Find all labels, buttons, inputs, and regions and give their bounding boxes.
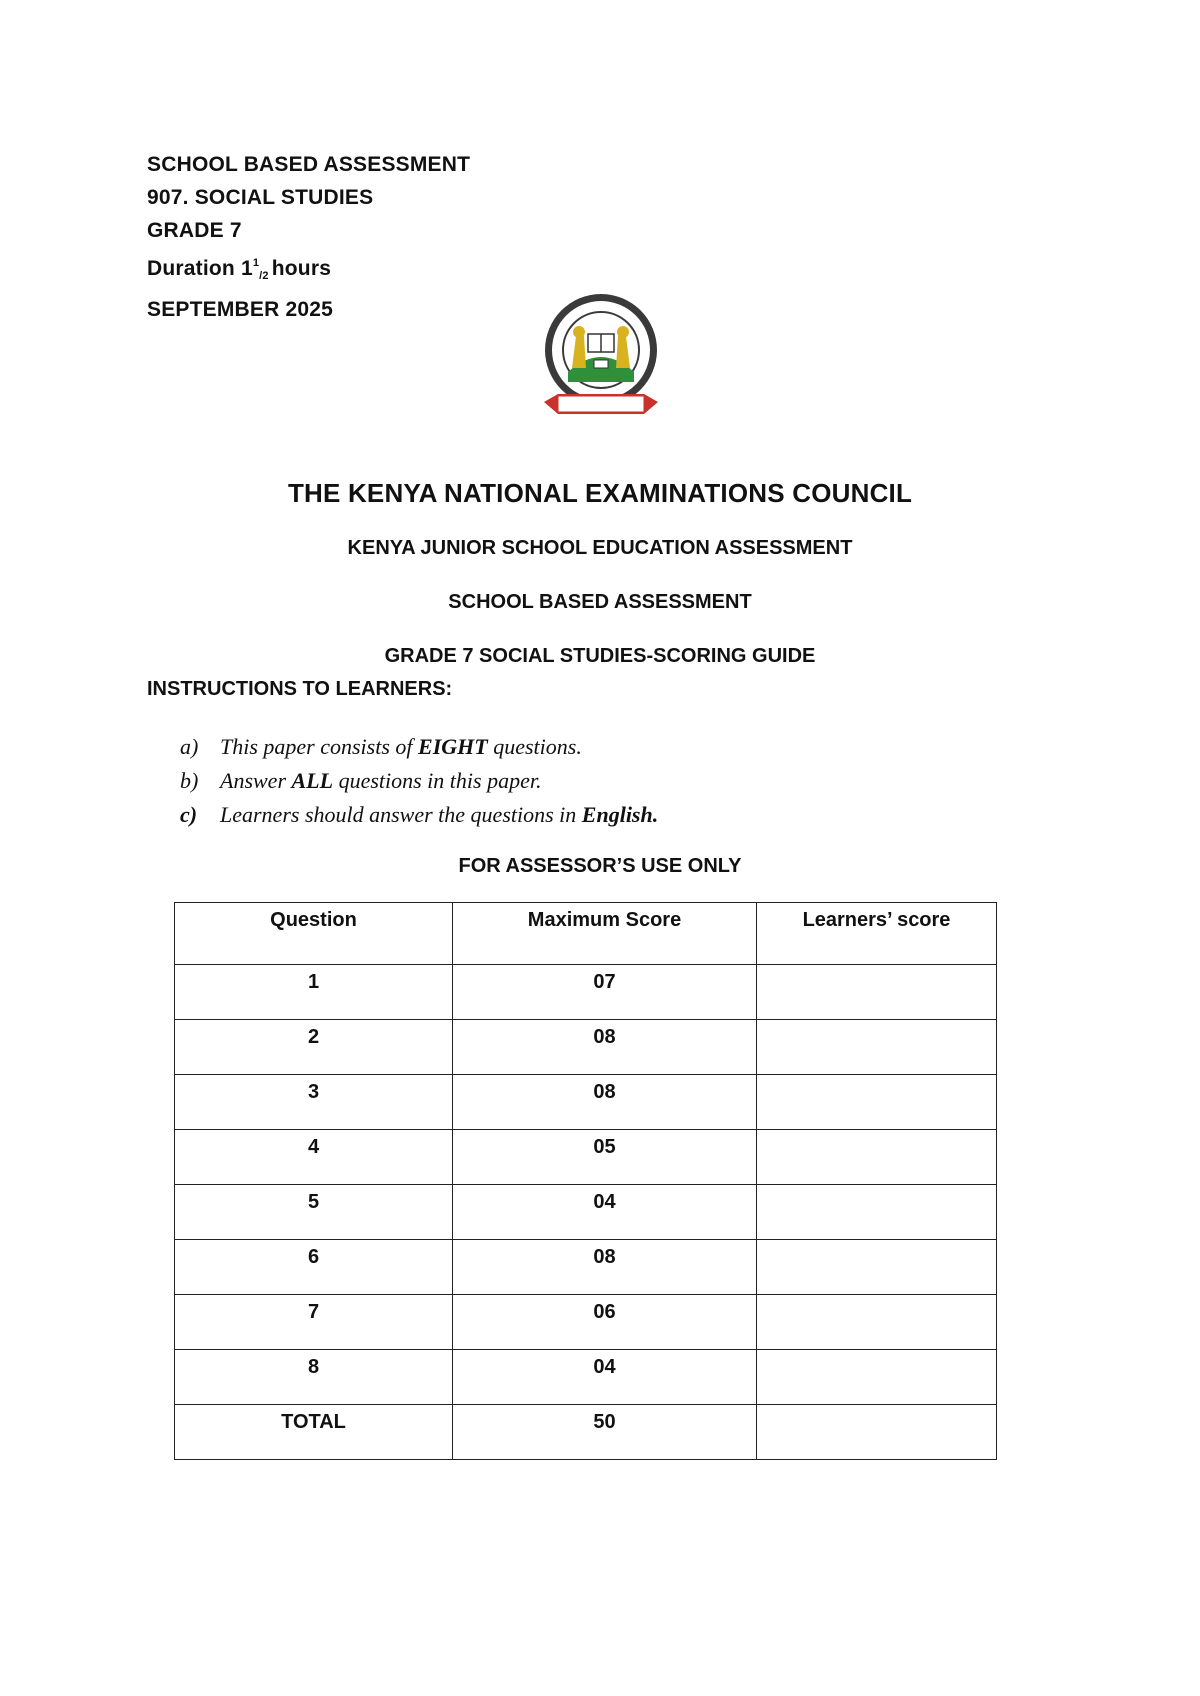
assessor-use-heading: FOR ASSESSOR’S USE ONLY (458, 855, 742, 877)
question-number-cell: 4 (175, 1130, 453, 1185)
maximum-score-cell: 08 (453, 1240, 757, 1295)
duration-label: Duration 1 (147, 257, 253, 280)
column-header-learners-score: Learners’ score (757, 903, 997, 965)
instruction-text: questions in this paper. (333, 768, 542, 793)
total-maximum-cell: 50 (453, 1405, 757, 1460)
table-row (175, 1130, 997, 1185)
duration-denominator: /2 (259, 270, 269, 282)
table-row (175, 1350, 997, 1405)
learners-score-cell[interactable] (757, 1350, 997, 1405)
scoring-guide-title: GRADE 7 SOCIAL STUDIES-SCORING GUIDE (384, 645, 816, 667)
header-line-grade: GRADE 7 (147, 219, 242, 242)
table-row (175, 1240, 997, 1295)
table-row (175, 1075, 997, 1130)
instruction-marker: b) (180, 768, 199, 793)
question-number-cell: 5 (175, 1185, 453, 1240)
table-row (175, 1295, 997, 1350)
instruction-emphasis: EIGHT (418, 734, 488, 759)
instruction-text: questions. (487, 734, 582, 759)
instruction-text: This paper consists of (220, 734, 419, 759)
maximum-score-cell: 05 (453, 1130, 757, 1185)
paper-header (147, 148, 470, 326)
instruction-emphasis: ALL (291, 768, 334, 793)
header-line-subject: 907. SOCIAL STUDIES (147, 186, 374, 209)
table-row (175, 1020, 997, 1075)
maximum-score-cell: 08 (453, 1020, 757, 1075)
question-number-cell: 6 (175, 1240, 453, 1295)
header-line-assessment: SCHOOL BASED ASSESSMENT (147, 153, 471, 176)
question-number-cell: 8 (175, 1350, 453, 1405)
score-table-header-row (175, 903, 997, 965)
maximum-score-cell: 06 (453, 1295, 757, 1350)
question-number-cell: 2 (175, 1020, 453, 1075)
question-number-cell: 3 (175, 1075, 453, 1130)
question-number-cell: 1 (175, 965, 453, 1020)
assessment-title: KENYA JUNIOR SCHOOL EDUCATION ASSESSMENT (347, 537, 853, 559)
column-header-question: Question (175, 903, 453, 965)
total-row (175, 1405, 997, 1460)
instruction-text: Answer (220, 768, 292, 793)
instruction-item (180, 764, 658, 798)
learners-score-cell[interactable] (757, 965, 997, 1020)
maximum-score-cell: 04 (453, 1350, 757, 1405)
duration-numerator: 1 (252, 257, 260, 269)
learners-score-cell[interactable] (757, 1130, 997, 1185)
maximum-score-cell: 04 (453, 1185, 757, 1240)
table-row (175, 965, 997, 1020)
learners-score-cell[interactable] (757, 1020, 997, 1075)
total-label-cell: TOTAL (175, 1405, 453, 1460)
council-title: THE KENYA NATIONAL EXAMINATIONS COUNCIL (287, 478, 913, 508)
instruction-item (180, 730, 658, 764)
sba-title: SCHOOL BASED ASSESSMENT (448, 591, 752, 613)
learners-score-cell[interactable] (757, 1240, 997, 1295)
knec-seal-icon (536, 290, 666, 430)
column-header-maximum-score: Maximum Score (453, 903, 757, 965)
header-line-duration (147, 247, 470, 293)
instruction-emphasis: English. (581, 802, 659, 827)
total-learners-score-cell[interactable] (757, 1405, 997, 1460)
table-row (175, 1185, 997, 1240)
instruction-marker: a) (180, 734, 199, 759)
instruction-text: Learners should answer the questions in (220, 802, 582, 827)
instructions-heading: INSTRUCTIONS TO LEARNERS: (147, 678, 453, 700)
header-line-date: SEPTEMBER 2025 (147, 298, 334, 321)
question-number-cell: 7 (175, 1295, 453, 1350)
maximum-score-cell: 07 (453, 965, 757, 1020)
learners-score-cell[interactable] (757, 1295, 997, 1350)
learners-score-cell[interactable] (757, 1075, 997, 1130)
learners-score-cell[interactable] (757, 1185, 997, 1240)
duration-unit: hours (271, 257, 332, 280)
instruction-marker: c) (180, 802, 198, 827)
maximum-score-cell: 08 (453, 1075, 757, 1130)
score-table (174, 902, 997, 1460)
instructions-list (180, 730, 658, 832)
instruction-item (180, 798, 658, 832)
